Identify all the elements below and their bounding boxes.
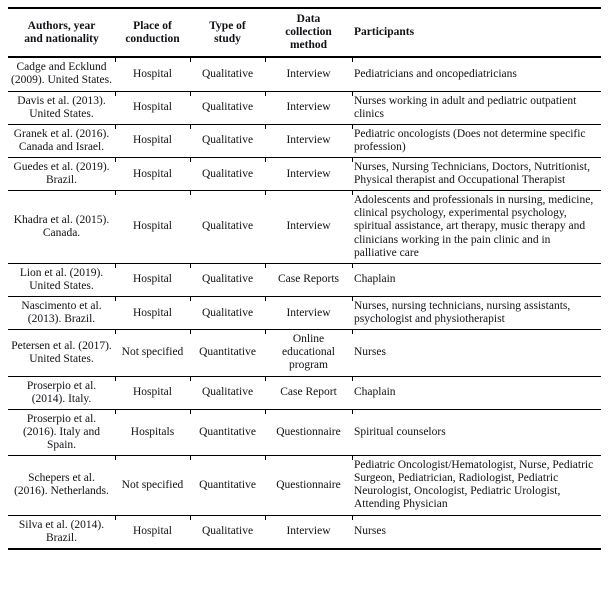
cell-type: Qualitative xyxy=(190,515,265,549)
cell-type: Qualitative xyxy=(190,91,265,124)
table-row xyxy=(8,515,601,549)
table-row xyxy=(8,456,601,515)
cell-place: Hospital xyxy=(115,157,190,190)
cell-participants: Pediatric oncologists (Does not determine specific profession) xyxy=(352,124,601,157)
cell-method: Case Report xyxy=(265,376,352,409)
studies-table xyxy=(8,7,601,550)
cell-place: Hospital xyxy=(115,124,190,157)
cell-participants: Adolescents and professionals in nursing, medicine, clinical psychology, experimental psychology, spiritual assistance, art therapy, music therapy and clinicians working in the pain clinic and in palliative care xyxy=(352,191,601,264)
cell-participants: Nurses xyxy=(352,515,601,549)
cell-participants: Pediatricians and oncopediatricians xyxy=(352,57,601,91)
cell-place: Hospital xyxy=(115,296,190,329)
table-row xyxy=(8,409,601,455)
cell-method: Interview xyxy=(265,296,352,329)
cell-participants: Spiritual counselors xyxy=(352,409,601,455)
cell-authors: Cadge and Ecklund (2009). United States. xyxy=(11,61,112,87)
cell-place: Hospital xyxy=(115,263,190,296)
cell-method: Questionnaire xyxy=(265,409,352,455)
cell-method: Interview xyxy=(265,191,352,264)
column-header-place-label: Place of conduction xyxy=(125,19,180,45)
column-header-participants xyxy=(352,8,601,57)
cell-participants: Chaplain xyxy=(352,263,601,296)
table-row xyxy=(8,191,601,264)
cell-participants: Nurses working in adult and pediatric outpatient clinics xyxy=(352,91,601,124)
cell-type: Quantitative xyxy=(190,456,265,515)
cell-method: Interview xyxy=(265,515,352,549)
cell-authors: Guedes et al. (2019). Brazil. xyxy=(13,160,110,187)
column-header-authors xyxy=(8,8,115,57)
cell-place: Hospitals xyxy=(115,409,190,455)
column-header-type-label: Type of study xyxy=(209,19,246,45)
table-row xyxy=(8,296,601,329)
column-header-authors-label: Authors, year and nationality xyxy=(24,19,99,45)
column-header-participants-label: Participants xyxy=(354,26,415,39)
table-row xyxy=(8,157,601,190)
cell-method: Online educational program xyxy=(265,330,352,376)
cell-method: Interview xyxy=(265,57,352,91)
cell-authors: Petersen et al. (2017). United States. xyxy=(11,339,112,365)
cell-method: Interview xyxy=(265,124,352,157)
table-row xyxy=(8,124,601,157)
cell-type: Qualitative xyxy=(190,263,265,296)
table-row xyxy=(8,263,601,296)
cell-authors: Proserpio et al. (2014). Italy. xyxy=(26,379,97,405)
cell-type: Qualitative xyxy=(190,191,265,264)
cell-place: Hospital xyxy=(115,57,190,91)
cell-type: Quantitative xyxy=(190,409,265,455)
cell-type: Qualitative xyxy=(190,376,265,409)
cell-participants: Pediatric Oncologist/Hematologist, Nurse, Pediatric Surgeon, Pediatrician, Radiologist, Pediatric Neurologist, Oncologist, Pediatric Urologist, Attending Physician xyxy=(352,456,601,515)
cell-place: Hospital xyxy=(115,515,190,549)
column-header-method-label: Data collection method xyxy=(285,13,332,52)
cell-place: Not specified xyxy=(115,456,190,515)
cell-place: Hospital xyxy=(115,91,190,124)
cell-place: Hospital xyxy=(115,191,190,264)
table-row xyxy=(8,57,601,91)
header-row xyxy=(8,8,601,57)
column-header-type xyxy=(190,8,265,57)
cell-place: Not specified xyxy=(115,330,190,376)
cell-place: Hospital xyxy=(115,376,190,409)
table-row xyxy=(8,376,601,409)
cell-authors: Silva et al. (2014). Brazil. xyxy=(18,518,105,544)
cell-type: Qualitative xyxy=(190,157,265,190)
cell-authors: Nascimento et al. (2013). Brazil. xyxy=(21,299,102,326)
cell-method: Interview xyxy=(265,91,352,124)
cell-authors: Khadra et al. (2015). Canada. xyxy=(13,213,110,239)
cell-participants: Chaplain xyxy=(352,376,601,409)
cell-authors: Schepers et al. (2016). Netherlands. xyxy=(14,472,109,498)
cell-method: Interview xyxy=(265,157,352,190)
table-header xyxy=(8,8,601,57)
cell-participants: Nurses, Nursing Technicians, Doctors, Nutritionist, Physical therapist and Occupational Therapist xyxy=(352,157,601,190)
cell-authors: Lion et al. (2019). United States. xyxy=(19,266,104,292)
cell-authors: Davis et al. (2013). United States. xyxy=(17,94,106,120)
column-header-place xyxy=(115,8,190,57)
cell-type: Qualitative xyxy=(190,296,265,329)
cell-authors: Granek et al. (2016). Canada and Israel. xyxy=(13,127,110,153)
cell-method: Case Reports xyxy=(265,263,352,296)
cell-method: Questionnaire xyxy=(265,456,352,515)
cell-participants: Nurses xyxy=(352,330,601,376)
cell-type: Qualitative xyxy=(190,57,265,91)
cell-participants: Nurses, nursing technicians, nursing assistants, psychologist and physiotherapist xyxy=(352,296,601,329)
cell-type: Quantitative xyxy=(190,330,265,376)
table-body xyxy=(8,57,601,548)
column-header-method xyxy=(265,8,352,57)
cell-authors: Proserpio et al. (2016). Italy and Spain. xyxy=(23,412,100,451)
table-row xyxy=(8,330,601,376)
table-row xyxy=(8,91,601,124)
cell-type: Qualitative xyxy=(190,124,265,157)
